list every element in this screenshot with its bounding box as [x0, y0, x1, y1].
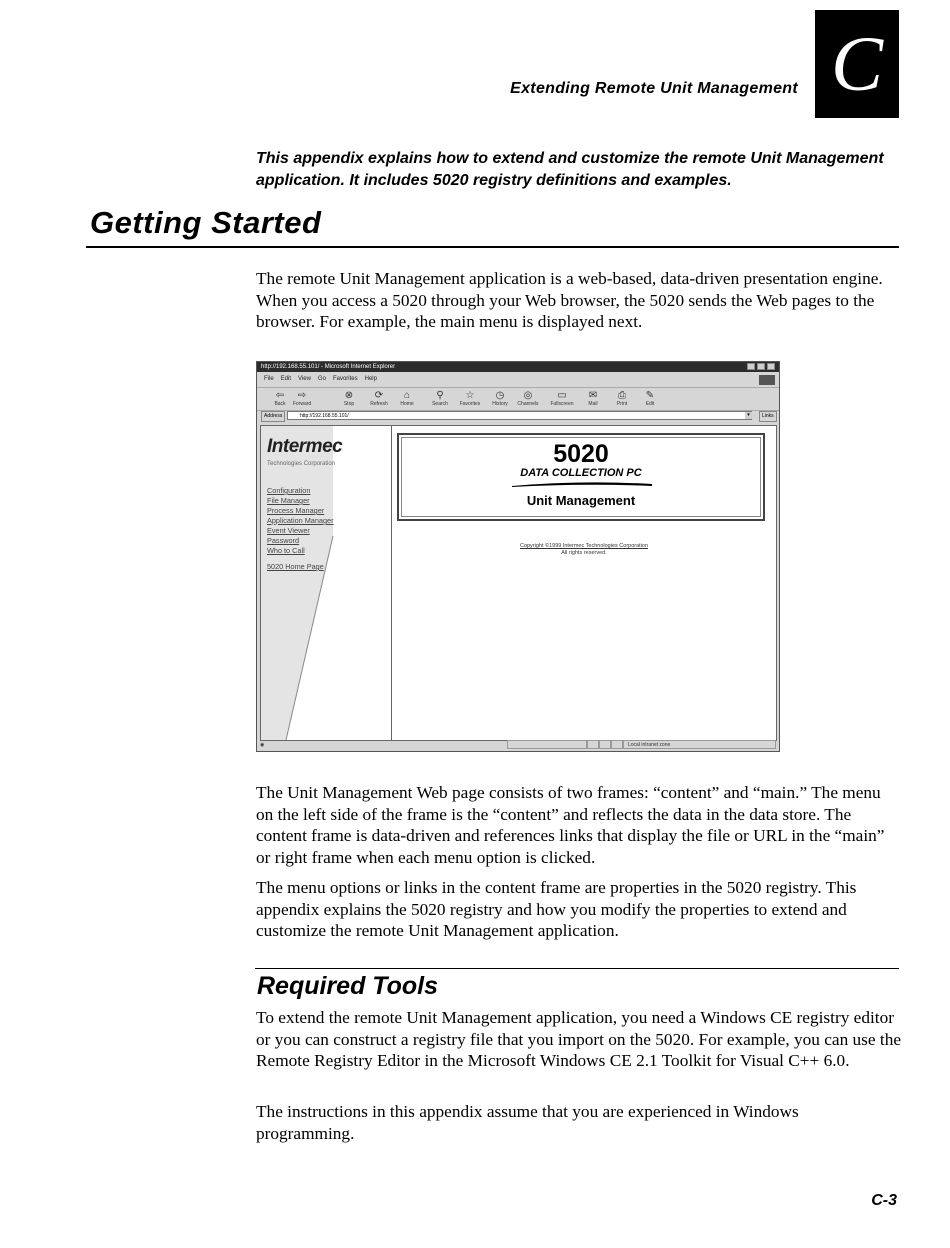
- main-frame: [391, 425, 777, 741]
- appendix-intro: This appendix explains how to extend and customize the remote Unit Management application. It includes 5020 registry definitions and examples.: [256, 150, 884, 189]
- paragraph-4: To extend the remote Unit Management application, you need a Windows CE registry editor or you can construct a registry file that you import on the 5020. For example, you can use the Remote Registry Editor in the Microsoft Windows CE 2.1 Toolkit for Visual C++ 6.0.: [256, 1008, 902, 1070]
- page-number: C-3: [871, 1192, 897, 1209]
- toolbar-label: Search: [432, 401, 448, 407]
- toolbar-label: Favorites: [459, 401, 481, 407]
- refresh-icon: ⟳: [374, 390, 384, 401]
- fullscreen-button[interactable]: [547, 390, 577, 407]
- subsection-rule: [255, 968, 899, 969]
- product-banner: [397, 433, 765, 521]
- history-button[interactable]: [485, 390, 515, 407]
- intermec-logo-subtitle: Technologies Corporation: [267, 461, 336, 467]
- search-icon: ⚲: [436, 390, 444, 401]
- address-label: Address: [261, 411, 285, 422]
- paragraph-3: The menu options or links in the content frame are properties in the 5020 registry. This appendix explains the 5020 registry and how you modify the properties to extend and customize the remote Unit Management application.: [256, 878, 857, 940]
- favorites-icon: ☆: [465, 390, 475, 401]
- sidebar-wedge-decoration: [261, 426, 391, 740]
- menu-link-who-to-call[interactable]: Who to Call: [267, 546, 305, 555]
- home-icon: ⌂: [403, 390, 411, 401]
- menu-link-process-manager[interactable]: Process Manager: [267, 506, 325, 515]
- copyright-line-2: All rights reserved.: [561, 550, 607, 556]
- print-button[interactable]: [607, 390, 637, 407]
- browser-screenshot-figure: [256, 361, 780, 752]
- copyright-notice: [392, 543, 776, 557]
- section-rule: [86, 246, 899, 248]
- menu-link-configuration[interactable]: Configuration: [267, 486, 311, 495]
- address-bar: [257, 410, 779, 422]
- menu-item-go[interactable]: Go: [317, 376, 326, 382]
- toolbar-label: Channels: [517, 401, 539, 407]
- browser-title-bar: [257, 362, 779, 372]
- search-button[interactable]: [425, 390, 455, 407]
- minimize-icon[interactable]: [747, 363, 755, 370]
- print-icon: ⎙: [618, 390, 626, 401]
- maximize-icon[interactable]: [757, 363, 765, 370]
- banner-product-number: 5020: [553, 440, 609, 468]
- channels-icon: ◎: [523, 390, 533, 401]
- edit-icon: ✎: [645, 390, 655, 401]
- subsection-title: Required Tools: [257, 972, 439, 1000]
- toolbar-label: Home: [400, 401, 414, 407]
- links-button[interactable]: Links: [759, 411, 777, 422]
- toolbar-label: Print: [616, 401, 628, 407]
- channels-button[interactable]: [513, 390, 543, 407]
- browser-toolbar: [257, 387, 779, 411]
- browser-menu-bar: [257, 373, 779, 386]
- close-icon[interactable]: [767, 363, 775, 370]
- content-frame: [260, 425, 392, 741]
- menu-link-5020-home-page[interactable]: 5020 Home Page: [267, 562, 324, 571]
- copyright-line-1: Copyright ©1999 Intermec Technologies Corporation: [519, 543, 649, 549]
- menu-item-view[interactable]: View: [298, 376, 311, 382]
- page-status-icon: ◉: [260, 742, 265, 748]
- fullscreen-icon: ▭: [557, 390, 567, 401]
- chapter-tab: C: [815, 10, 899, 118]
- menu-item-help[interactable]: Help: [364, 376, 377, 382]
- refresh-button[interactable]: [364, 390, 394, 407]
- section-title: Getting Started: [90, 205, 322, 240]
- edit-button[interactable]: [635, 390, 665, 407]
- stop-icon: ⊗: [344, 390, 354, 401]
- toolbar-label: Refresh: [370, 401, 388, 407]
- menu-item-favorites[interactable]: Favorites: [332, 376, 358, 382]
- chevron-down-icon[interactable]: ▾: [745, 412, 752, 419]
- menu-link-application-manager[interactable]: Application Manager: [267, 516, 334, 525]
- menu-link-event-viewer[interactable]: Event Viewer: [267, 526, 310, 535]
- address-input[interactable]: http://192.168.55.101/: [287, 411, 752, 420]
- menu-item-file[interactable]: File: [264, 376, 274, 382]
- swoosh-graphic: [512, 482, 652, 487]
- toolbar-label: Forward: [292, 401, 312, 407]
- back-arrow-icon: ⇦: [275, 390, 285, 401]
- menu-item-edit[interactable]: Edit: [280, 376, 292, 382]
- security-zone: Local intranet zone: [623, 740, 776, 749]
- favorites-button[interactable]: [455, 390, 485, 407]
- paragraph-2: The Unit Management Web page consists of two frames: “content” and “main.” The menu on the left side of the frame is the “content” and reflects the data in the data store. The content frame is data-driven and references links that display the file or URL in the “main” or right frame when each menu option is clicked.: [256, 783, 885, 867]
- toolbar-label: Fullscreen: [550, 401, 574, 407]
- mail-button[interactable]: [578, 390, 608, 407]
- ie-logo-icon: [759, 375, 775, 385]
- paragraph-5: The instructions in this appendix assume that you are experienced in Windows programming.: [256, 1102, 799, 1143]
- stop-button[interactable]: [334, 390, 364, 407]
- browser-status-bar: [257, 739, 779, 751]
- intermec-logo: Intermec: [267, 436, 343, 457]
- toolbar-label: Stop: [343, 401, 355, 407]
- banner-product-line: DATA COLLECTION PC: [520, 467, 642, 479]
- paragraph-1: The remote Unit Management application is a web-based, data-driven presentation engine. When you access a 5020 through your Web browser, the 5020 sends the Web pages to the browser. For example, the main menu is displayed next.: [256, 269, 883, 331]
- browser-title: http://192.168.55.101/ - Microsoft Internet Explorer: [261, 364, 396, 370]
- toolbar-label: Edit: [645, 401, 655, 407]
- toolbar-label: History: [492, 401, 508, 407]
- home-button[interactable]: [392, 390, 422, 407]
- menu-link-password[interactable]: Password: [267, 536, 300, 545]
- forward-button[interactable]: [287, 390, 317, 407]
- mail-icon: ✉: [588, 390, 598, 401]
- toolbar-label: Back: [274, 401, 286, 407]
- menu-link-file-manager[interactable]: File Manager: [267, 496, 310, 505]
- toolbar-label: Mail: [588, 401, 598, 407]
- history-icon: ◷: [495, 390, 505, 401]
- forward-arrow-icon: ⇨: [297, 390, 307, 401]
- banner-title: Unit Management: [526, 493, 636, 508]
- running-header: Extending Remote Unit Management: [510, 80, 798, 97]
